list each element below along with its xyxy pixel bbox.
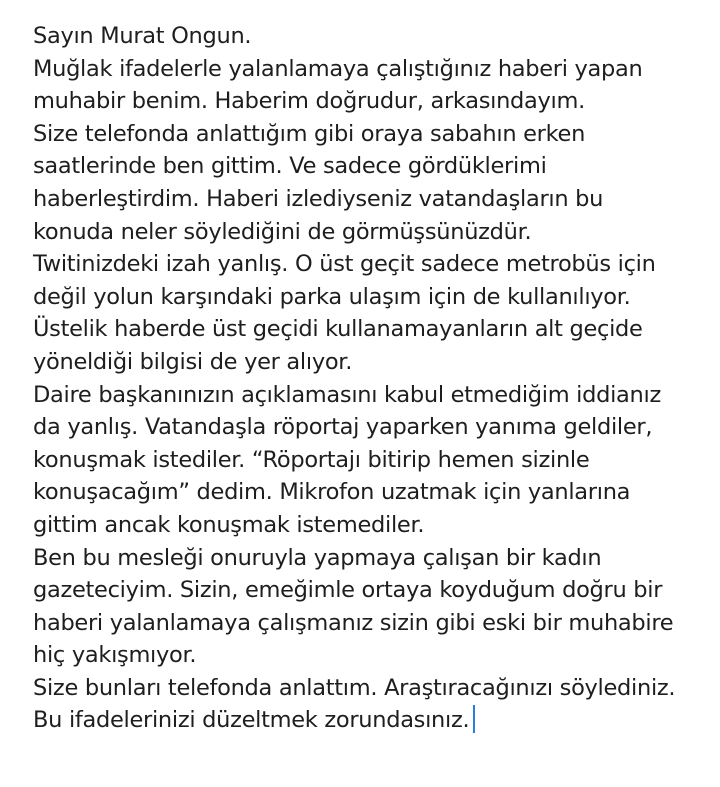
note-line-16: gittim ancak konuşmak istemediler. (33, 511, 425, 538)
note-line-1: Sayın Murat Ongun. (33, 23, 252, 49)
note-line-15: konuşacağım” dedim. Mikrofon uzatmak için yanlarına (33, 479, 631, 506)
note-line-10: Üstelik haberde üst geçidi kullanamayanların alt geçide (33, 316, 643, 343)
note-line-7: konuda neler söylediğini de görmüşsünüzdür. (33, 218, 532, 245)
note-line-21: Size bunları telefonda anlattım. Araştıracağınızı söylediniz. (33, 674, 676, 701)
note-line-22-with-cursor (33, 704, 713, 737)
note-line-14: konuşmak istediler. “Röportajı bitirip hemen sizinle (33, 446, 590, 473)
note-line-22: Bu ifadelerinizi düzeltmek zorundasınız. (33, 707, 470, 734)
note-line-5: saatlerinde ben gittim. Ve sadece gördüklerimi (33, 153, 547, 180)
note-line-4: Size telefonda anlattığım gibi oraya sabahın erken (33, 120, 586, 147)
note-line-9: değil yolun karşındaki parka ulaşım için de kullanılıyor. (33, 283, 631, 310)
note-line-18: gazeteciyim. Sizin, emeğimle ortaya koyduğum doğru bir (33, 577, 663, 604)
note-line-20: hiç yakışmıyor. (33, 642, 197, 669)
note-line-17: Ben bu mesleği onuruyla yapmaya çalışan bir kadın (33, 544, 602, 571)
note-line-3: muhabir benim. Haberim doğrudur, arkasındayım. (33, 88, 585, 115)
text-cursor (473, 705, 475, 733)
note-text-editor[interactable] (33, 20, 713, 780)
note-line-8: Twitinizdeki izah yanlış. O üst geçit sadece metrobüs için (33, 251, 656, 278)
note-line-2: Muğlak ifadelerle yalanlamaya çalıştığınız haberi yapan (33, 55, 643, 82)
note-line-13: da yanlış. Vatandaşla röportaj yaparken yanıma geldiler, (33, 414, 653, 441)
note-line-19: haberi yalanlamaya çalışmanız sizin gibi eski bir muhabire (33, 609, 674, 636)
note-line-12: Daire başkanınızın açıklamasını kabul etmediğim iddianız (33, 381, 661, 408)
note-line-6: haberleştirdim. Haberi izlediyseniz vatandaşların bu (33, 185, 604, 212)
note-line-11: yöneldiği bilgisi de yer alıyor. (33, 348, 353, 375)
